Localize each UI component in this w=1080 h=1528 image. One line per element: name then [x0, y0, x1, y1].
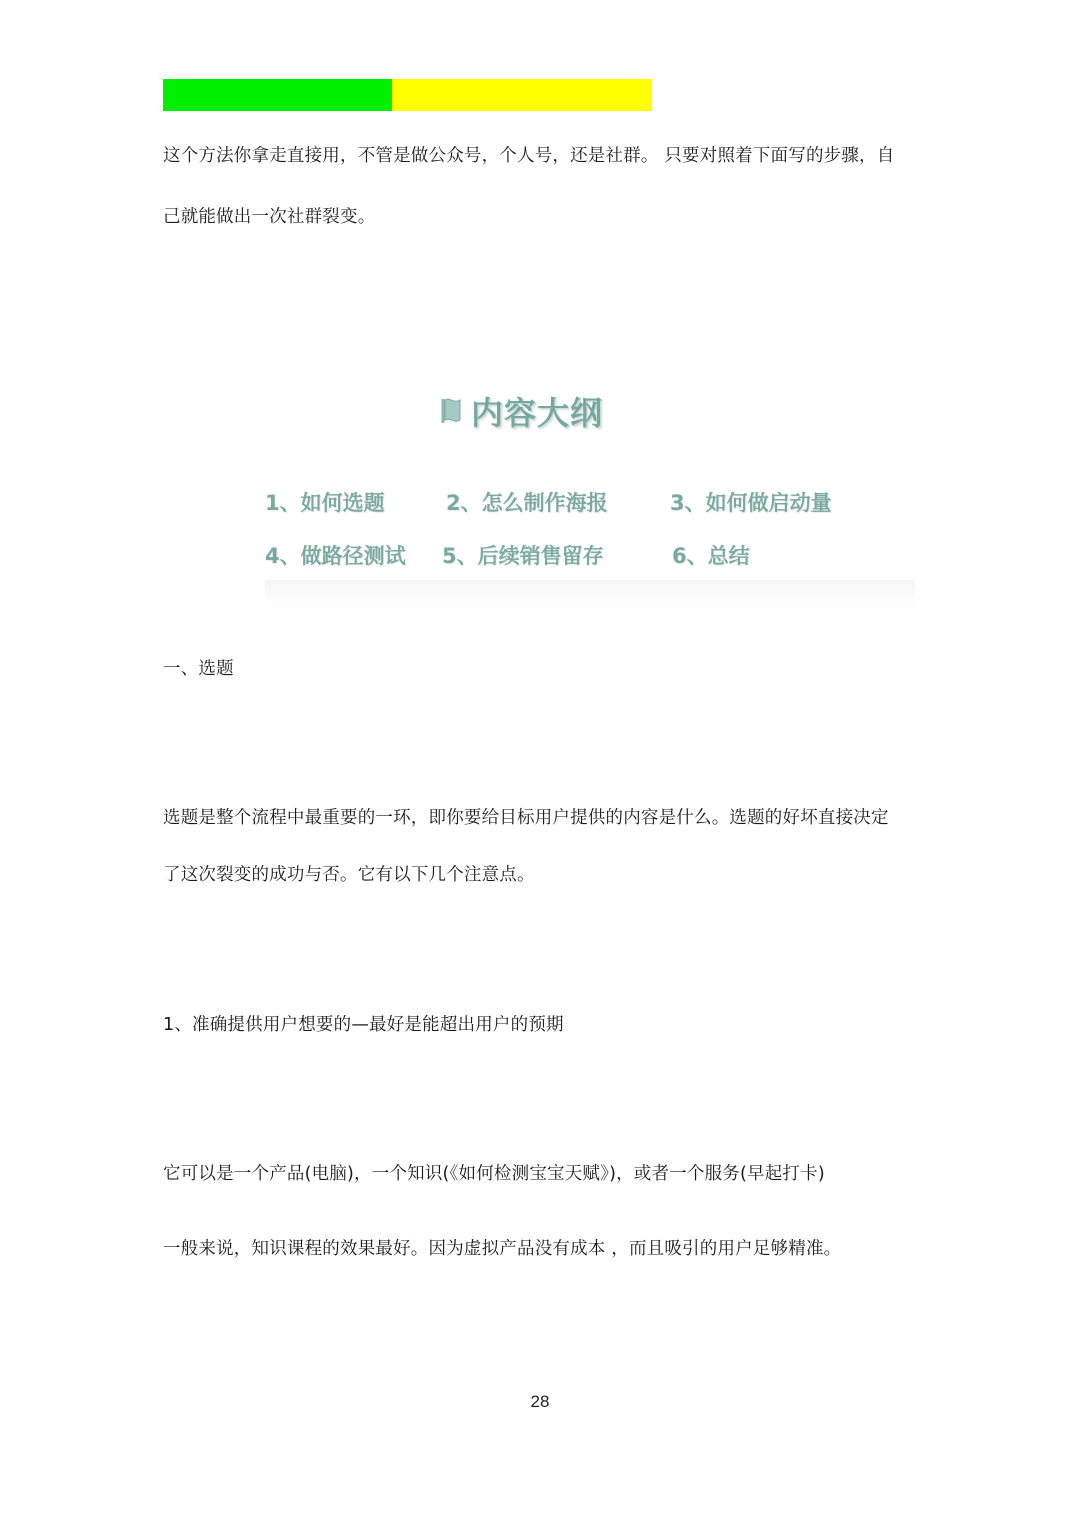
yellow-bar: [392, 79, 652, 111]
section-heading: 一、选题: [163, 659, 234, 679]
outline-item-6: 6、总结: [672, 544, 750, 568]
intro-line-2: 己就能做出一次社群裂变。: [163, 207, 376, 227]
section-para-line-1: 选题是整个流程中最重要的一环，即你要给目标用户提供的内容是什么。选题的好坏直接决定: [163, 808, 889, 828]
example-line: 它可以是一个产品(电脑)，一个知识(《如何检测宝宝天赋》)，或者一个服务(早起打卡): [163, 1164, 825, 1184]
point-1-heading: 1、准确提供用户想要的—最好是能超出用户的预期: [163, 1015, 564, 1035]
outline-item-5: 5、后续销售留存: [442, 544, 604, 568]
outline-item-4: 4、做路径测试: [265, 544, 406, 568]
outline-title-text: 内容大纲: [471, 394, 604, 432]
outline-item-2: 2、怎么制作海报: [446, 491, 608, 515]
color-bar: [163, 79, 652, 111]
intro-line-1: 这个方法你拿走直接用，不管是做公众号，个人号，还是社群。 只要对照着下面写的步骤，自: [163, 146, 895, 166]
flag-icon: [441, 396, 463, 426]
outline-shadow: [265, 580, 915, 608]
outline-title: [441, 388, 603, 434]
green-bar: [163, 79, 392, 111]
outline-item-3: 3、如何做启动量: [670, 491, 832, 515]
conclusion-line: 一般来说，知识课程的效果最好。因为虚拟产品没有成本 ，而且吸引的用户足够精准。: [163, 1239, 842, 1259]
outline-item-1: 1、如何选题: [265, 491, 385, 515]
section-para-line-2: 了这次裂变的成功与否。它有以下几个注意点。: [163, 865, 535, 885]
page-number: 28: [530, 1392, 550, 1411]
